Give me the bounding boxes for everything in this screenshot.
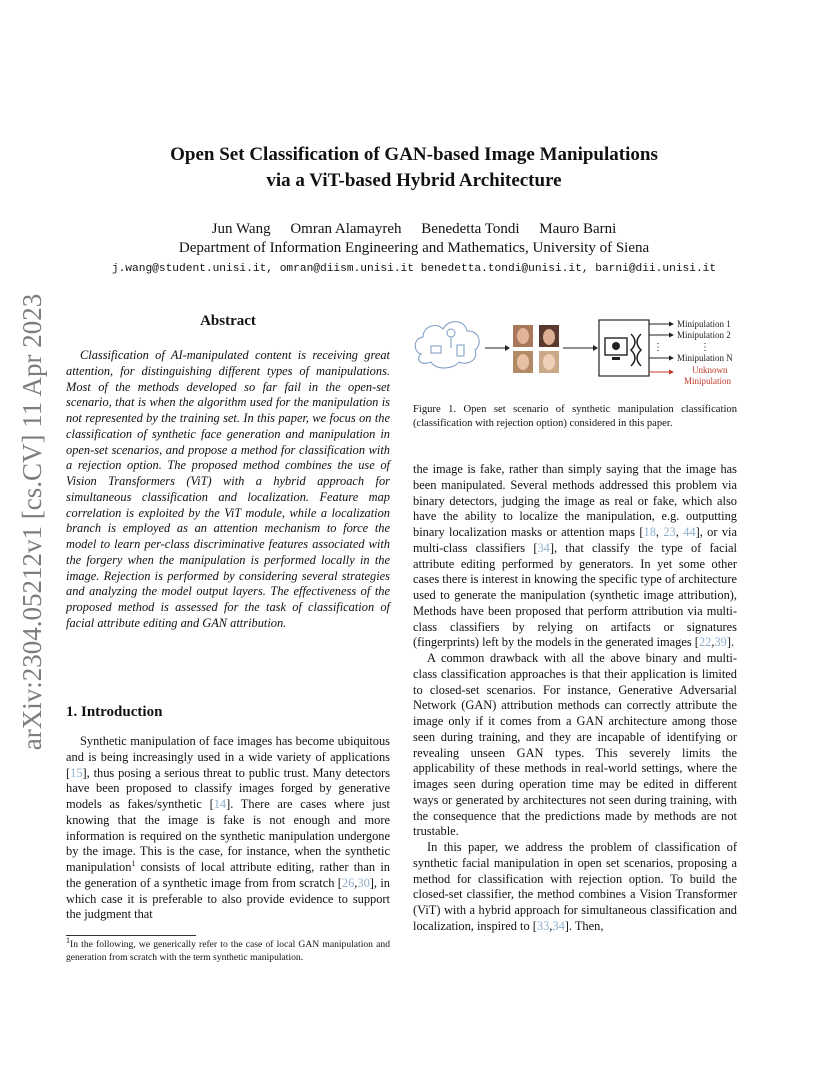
unknown-label: Minipulation (684, 376, 731, 386)
citation-link[interactable]: 33 (536, 918, 550, 933)
class-label: Minipulation N (677, 353, 733, 363)
intro-paragraph: Synthetic manipulation of face images has become ubiquitous and is being increasingly used in a wide variety of applications [15], thus posing a serious threat to public trust. Many detectors have been proposed to classify images forged by generative models as fakes/synthetic [14]. There are cases where just knowing that the image is fake is not enough and more information is required on the synthetic manipulation undergone by the image. This is the case, for instance, when the synthetic manipulation$^1$ consists of local attribute editing, rather than in the generation of a synthetic image from from scratch [26,30], in which case it is preferable to also provide evidence to support the judgment that (66, 734, 390, 922)
citation-link[interactable]: 34 (537, 540, 550, 555)
abstract-paragraph: Classification of AI-manipulated content is receiving great attention, for distinguishing different types of manipulations. Most of the methods developed so far fail in the open-set scenario, that is when the algorithm used for the manipulation is not represented by the training set. In this paper, we focus on the classification of synthetic face generation and manipulation in open-set scenarios, and propose a method for classification with a rejection option. The proposed method combines the use of Vision Transformers (ViT) with a hybrid approach for simultaneous classification and localization. Feature map correlation is exploited by the ViT module, while a localization branch is employed as an attention mechanism to force the model to learn per-class discriminative features associated with the forgery when the manipulation is performed locally in the image. Rejection is performed by considering several strategies and analyzing the model output layers. The effectiveness of the proposed method is assessed for the task of classification of facial attribute editing and GAN attribution. (66, 348, 390, 630)
dots-right: ⋮ (700, 342, 710, 353)
arrow-head (505, 345, 510, 351)
section-heading-introduction: 1. Introduction (66, 704, 163, 720)
author-name: Omran Alamayreh (290, 221, 402, 237)
citation-link[interactable]: 39 (714, 635, 727, 650)
right-column-text (413, 462, 737, 935)
unknown-label: Unknown (692, 365, 728, 375)
author-name: Jun Wang (211, 221, 271, 237)
author-list (0, 218, 828, 240)
dots-left: ⋮ (653, 342, 663, 353)
author-emails: j.wang@student.unisi.it, omran@diism.unisi.it benedetta.tondi@unisi.it, barni@dii.unisi.it (111, 263, 717, 275)
footnote-divider (66, 935, 196, 936)
footnote (66, 935, 390, 964)
classifier-box (599, 320, 649, 376)
author-name: Benedetta Tondi (421, 221, 520, 237)
paper-title (0, 142, 828, 194)
introduction-text (66, 734, 390, 923)
cloud-network-icon (415, 322, 479, 368)
class-label: Minipulation 1 (677, 319, 731, 329)
citation-link[interactable]: 26 (341, 875, 355, 890)
citation-link[interactable]: 30 (357, 875, 370, 890)
citation-link[interactable]: 15 (70, 765, 83, 780)
face-thumbnails (513, 325, 559, 373)
figure-1-diagram (413, 312, 743, 394)
title-line-1: Open Set Classification of GAN-based Image Manipulations (170, 144, 658, 165)
affiliation: Department of Information Engineering and Mathematics, University of Siena (178, 240, 650, 256)
title-line-2: via a ViT-based Hybrid Architecture (266, 170, 562, 191)
citation-link[interactable]: 22 (698, 635, 712, 650)
abstract-text (66, 348, 390, 632)
citation-link[interactable]: 18 (643, 525, 656, 539)
footnote-marker[interactable]: 1 (131, 858, 136, 868)
citation-link[interactable]: 44 (683, 525, 696, 539)
citation-link[interactable]: 14 (213, 797, 227, 811)
body-paragraph: In this paper, we address the problem of classification of synthetic facial manipulation in open set scenarios, proposing a method for classification with rejection option. To build the closed-set classifier, the method combines a Vision Transformer (ViT) with a hybrid approach for simultaneous classification and localization, inspired to [33,34]. Then, (413, 840, 737, 933)
body-paragraph: the image is fake, rather than simply saying that the image has been manipulated. Several methods addressed this problem via binary detectors, judging the image as real or fake, which also have the ability to localize the manipulation, e.g. outputting binary localization masks or attention maps [18, 23, 44], or via multi-class classifiers [34], that classify the type of facial attribute editing performed by generators. In yet some other cases there is interest in knowing the specific type of architecture used to generate the manipulation (synthetic image attribution), Methods have been proposed that perform attribution via multi-class classifiers by relying on artifacts or signatures (fingerprints) left by the models in the generated images [22,39]. (413, 462, 737, 650)
body-paragraph: A common drawback with all the above binary and multi-class classification approaches is that their application is limited to closed-set scenarios. For instance, Generative Adversarial Network (GAN) attribution methods can correctly attribute the image only if it comes from a GAN architecture among those seen during training, and they are incapable of identifying or revealing unseen GAN types. This severely limits the applicability of these methods in real-world settings, where the images seen during operation time may be edited in different ways or generated by architectures not seen during training, with the consequence that the predictions made by methods are not trustable. (413, 651, 737, 839)
arxiv-stamp: arXiv:2304.05212v1 [cs.CV] 11 Apr 2023 (17, 293, 47, 751)
abstract-heading: Abstract (200, 313, 256, 329)
class-label: Minipulation 2 (677, 330, 731, 340)
citation-link[interactable]: 23 (663, 525, 676, 539)
figure-caption: Figure 1. Open set scenario of synthetic manipulation classification (classification with rejection option) considered in this paper. (413, 404, 737, 429)
footnote-number: 1 (66, 935, 70, 945)
footnote-text: In the following, we generically refer to the case of local GAN manipulation and generation from scratch with the term synthetic manipulation. (66, 939, 390, 963)
author-name: Mauro Barni (539, 221, 617, 237)
citation-link[interactable]: 34 (552, 918, 565, 933)
